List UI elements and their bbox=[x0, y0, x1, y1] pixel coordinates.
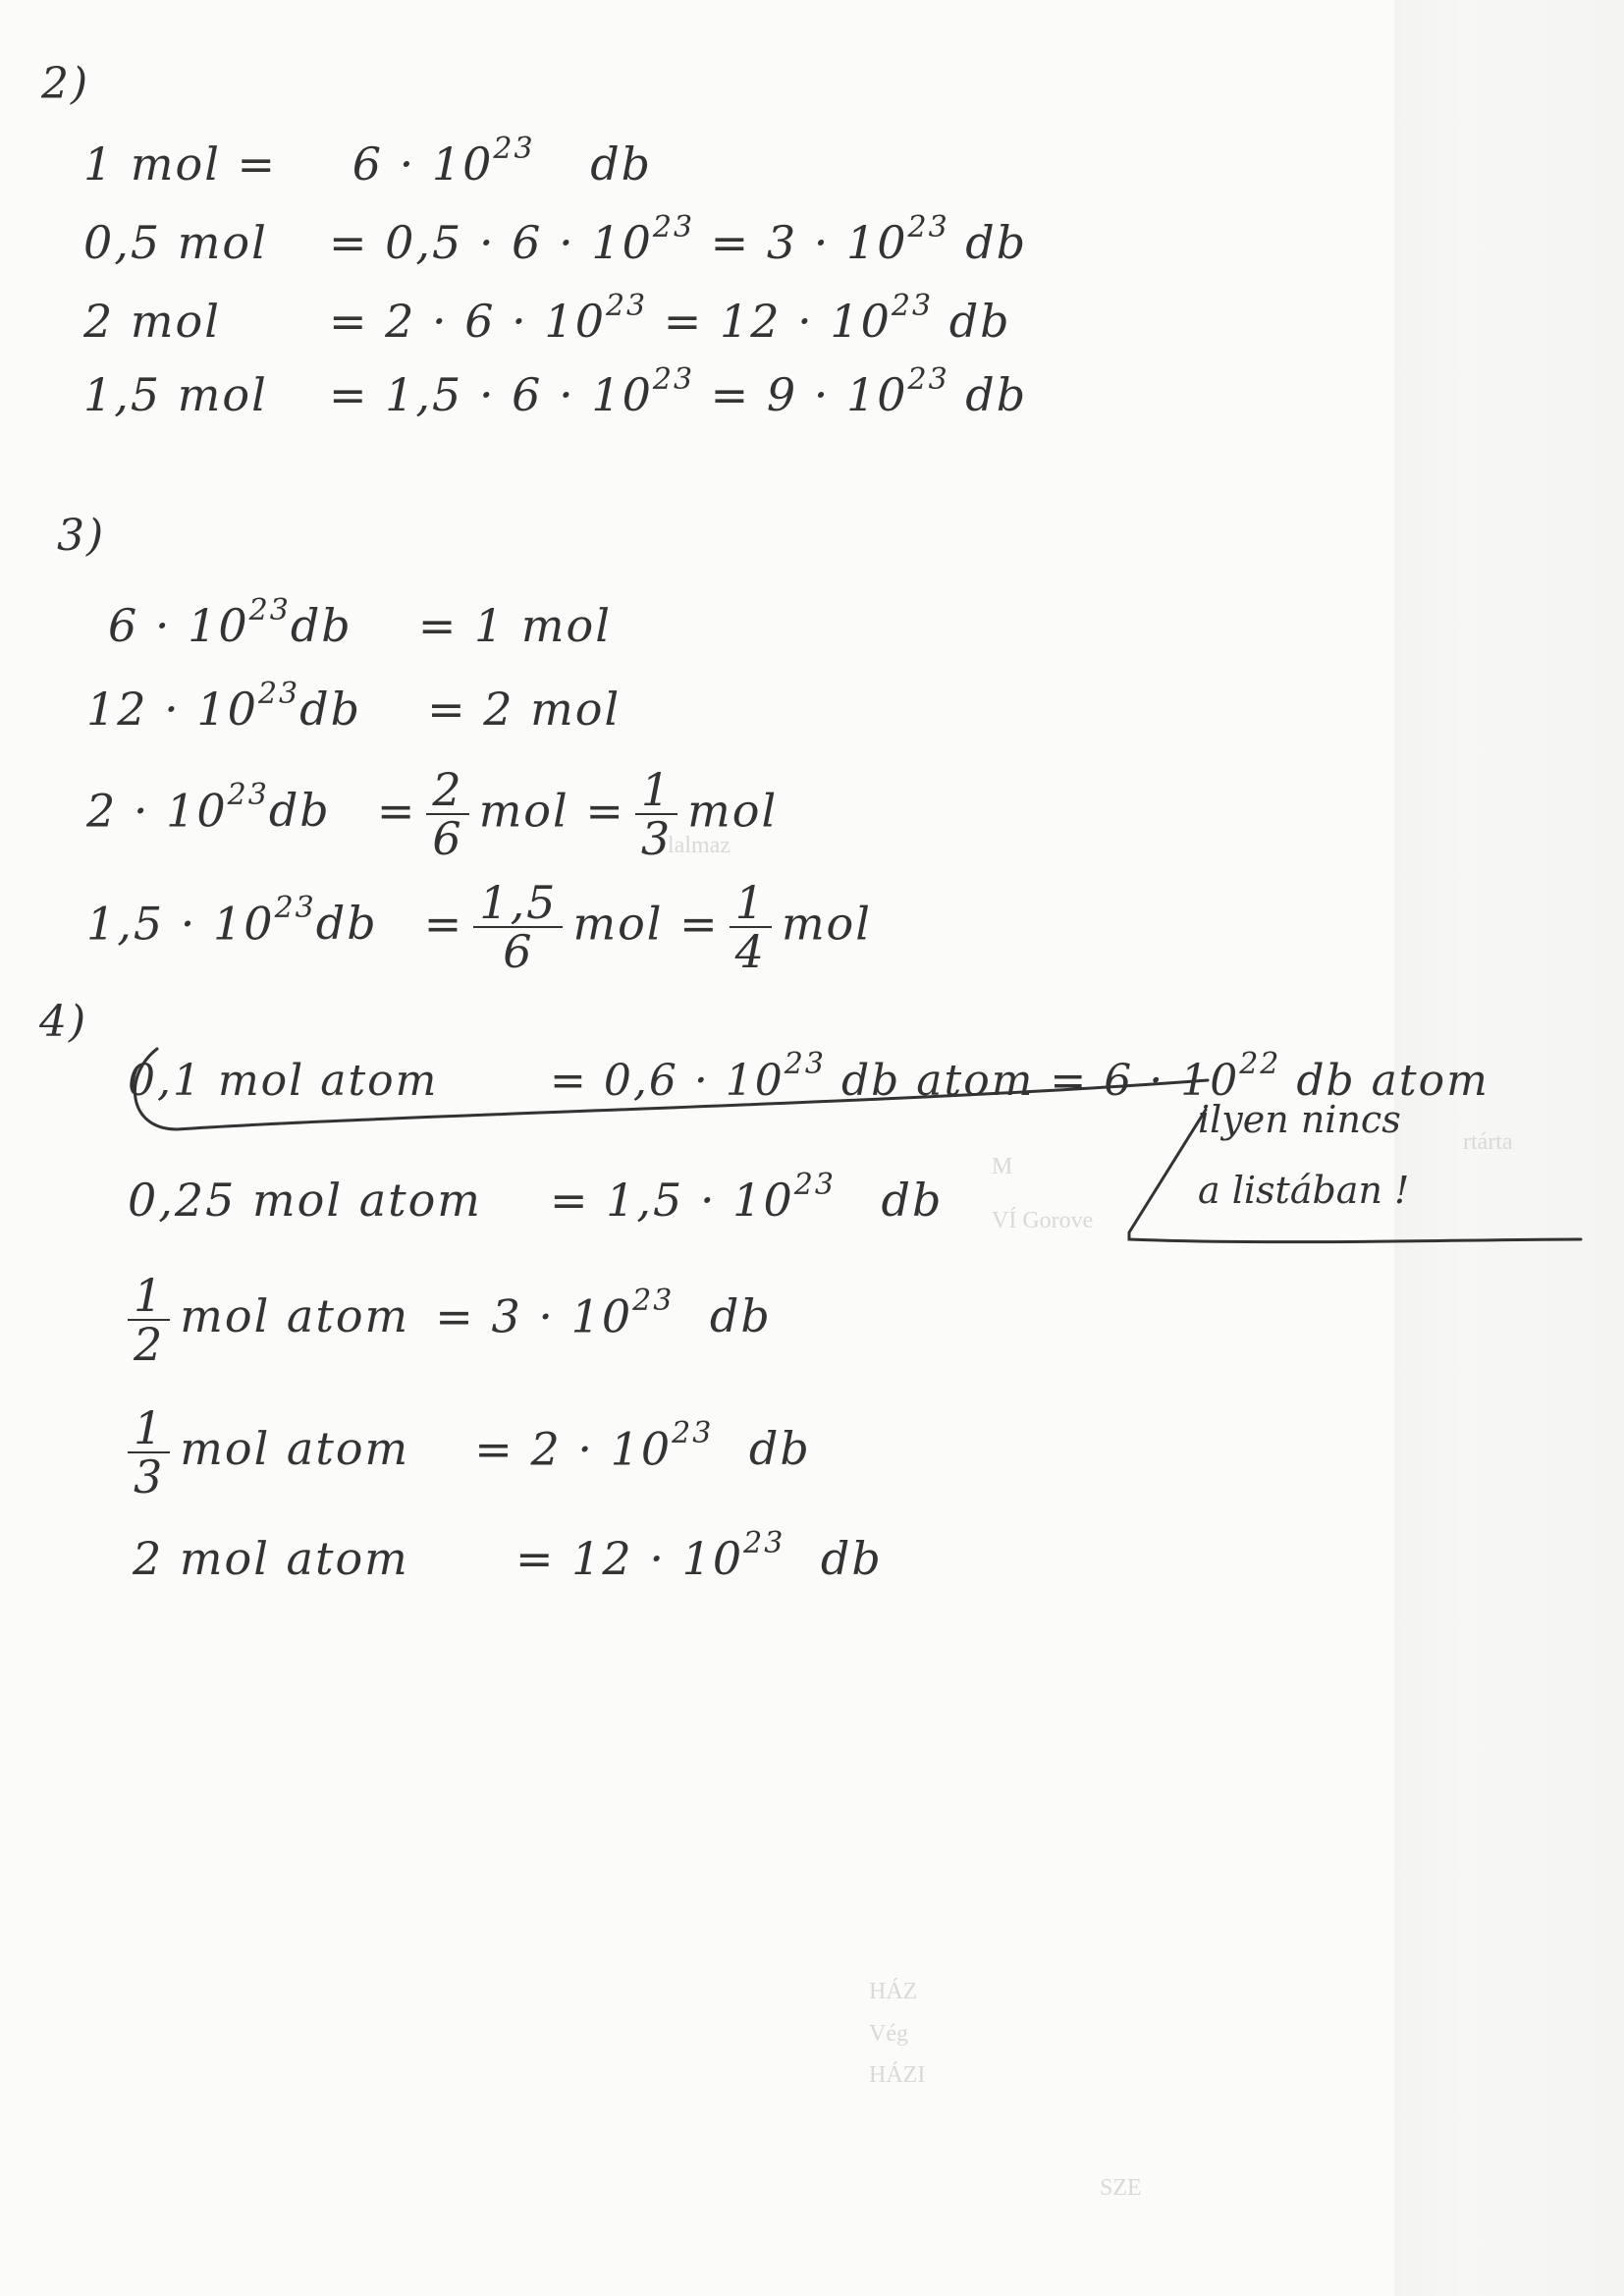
unit: db bbox=[290, 599, 352, 652]
unit: db bbox=[948, 216, 1028, 269]
exponent: 23 bbox=[652, 362, 695, 397]
equation-rhs: = 2 mol bbox=[427, 683, 622, 736]
unit: db bbox=[573, 137, 653, 191]
equation-lhs: 0,25 mol atom bbox=[128, 1174, 482, 1227]
exponent: 23 bbox=[605, 289, 648, 323]
equation-result: = 12 · 10 bbox=[647, 295, 892, 348]
fraction-denominator: 3 bbox=[640, 812, 673, 866]
unit: mol = bbox=[572, 897, 720, 951]
equation-lhs: 0,5 mol bbox=[83, 216, 268, 269]
fraction-numerator: 1 bbox=[128, 1272, 170, 1321]
section-label-3: 3) bbox=[57, 511, 106, 561]
equation-lhs: 12 · 10 bbox=[86, 683, 258, 736]
exponent: 23 bbox=[907, 362, 949, 397]
equation-lhs: 2 mol bbox=[83, 295, 221, 348]
margin-note-line: ilyen nincs bbox=[1198, 1098, 1401, 1141]
equation-rhs: = 2 · 10 bbox=[474, 1422, 673, 1476]
unit: mol bbox=[687, 784, 779, 838]
bleed-text: M bbox=[992, 1154, 1013, 1179]
equation-rhs: = 2 · 6 · 10 bbox=[329, 295, 606, 348]
equation-lhs: 2 · 10 bbox=[86, 784, 228, 838]
equation-lhs: 0,1 mol atom bbox=[128, 1056, 439, 1106]
section-label-4: 4) bbox=[39, 997, 88, 1047]
exponent: 23 bbox=[907, 210, 949, 245]
exponent: 23 bbox=[784, 1047, 826, 1081]
fraction-numerator: 2 bbox=[426, 766, 468, 815]
exponent: 23 bbox=[891, 289, 934, 323]
fraction-denominator: 4 bbox=[734, 925, 766, 979]
exponent: 23 bbox=[652, 210, 695, 245]
note-bracket bbox=[1129, 1110, 1581, 1242]
bleed-text: HÁZ bbox=[869, 1979, 918, 2004]
bleed-text: SZE bbox=[1100, 2175, 1142, 2201]
underline-loop bbox=[135, 1049, 1208, 1129]
bleed-text: VÍ Gorove bbox=[992, 1208, 1094, 1233]
equation-rhs: 6 · 10 bbox=[352, 137, 494, 191]
bleed-text: HÁZI bbox=[869, 2062, 926, 2088]
fraction-numerator: 1 bbox=[730, 879, 772, 928]
equation-result: db atom = 6 · 10 bbox=[825, 1056, 1240, 1106]
exponent: 23 bbox=[257, 677, 300, 711]
unit: db bbox=[804, 1532, 883, 1585]
equation-lhs: 6 · 10 bbox=[108, 599, 249, 652]
exponent: 23 bbox=[274, 891, 316, 926]
equation-result: = 3 · 10 bbox=[694, 216, 908, 269]
fraction-denominator: 6 bbox=[503, 925, 534, 979]
bleed-text: lalmaz bbox=[668, 833, 731, 858]
bleed-text: Vég bbox=[869, 2021, 908, 2047]
equation-lhs: mol atom bbox=[180, 1422, 410, 1476]
equation-rhs: = 1 mol bbox=[417, 599, 612, 652]
unit: mol = bbox=[478, 784, 625, 838]
equation-rhs: = 12 · 10 bbox=[515, 1532, 744, 1585]
exponent: 23 bbox=[793, 1168, 836, 1202]
exponent: 23 bbox=[227, 778, 269, 813]
equation-lhs: 1,5 · 10 bbox=[86, 897, 275, 951]
section-label-2: 2) bbox=[41, 59, 90, 109]
unit: db bbox=[315, 897, 378, 951]
equation-lhs: 2 mol atom bbox=[133, 1532, 409, 1585]
equation-rhs: = 0,5 · 6 · 10 bbox=[329, 216, 653, 269]
exponent: 22 bbox=[1239, 1047, 1281, 1081]
fraction-denominator: 3 bbox=[134, 1450, 165, 1504]
equals-sign: = bbox=[423, 897, 464, 951]
equation-result: = 9 · 10 bbox=[694, 368, 908, 421]
exponent: 23 bbox=[248, 593, 291, 628]
exponent: 23 bbox=[632, 1284, 675, 1319]
margin-note-line: a listában ! bbox=[1198, 1169, 1410, 1212]
unit: db atom bbox=[1280, 1056, 1489, 1106]
equation-lhs: mol atom bbox=[180, 1289, 410, 1343]
fraction-numerator: 1 bbox=[128, 1404, 170, 1453]
unit: mol bbox=[781, 897, 872, 951]
equals-sign: = bbox=[376, 784, 417, 838]
unit: db bbox=[864, 1174, 944, 1227]
equation-rhs: = 3 · 10 bbox=[435, 1289, 633, 1343]
unit: db bbox=[693, 1289, 772, 1343]
unit: db bbox=[948, 368, 1028, 421]
fraction-numerator: 1,5 bbox=[473, 879, 563, 928]
fraction-denominator: 2 bbox=[134, 1318, 165, 1372]
equation-lhs: 1,5 mol bbox=[83, 368, 268, 421]
fraction-numerator: 1 bbox=[635, 766, 677, 815]
fraction-denominator: 6 bbox=[432, 812, 463, 866]
equation-rhs: = 1,5 · 10 bbox=[550, 1174, 794, 1227]
unit: db bbox=[933, 295, 1011, 348]
bleed-text: rtárta bbox=[1463, 1129, 1513, 1155]
equation-rhs: = 0,6 · 10 bbox=[550, 1056, 785, 1106]
unit: db bbox=[732, 1422, 811, 1476]
equation-rhs: = 1,5 · 6 · 10 bbox=[329, 368, 653, 421]
unit: db bbox=[268, 784, 331, 838]
exponent: 23 bbox=[493, 132, 535, 166]
unit: db bbox=[299, 683, 362, 736]
exponent: 23 bbox=[672, 1416, 714, 1451]
equation-lhs: 1 mol = bbox=[83, 137, 278, 191]
exponent: 23 bbox=[743, 1526, 785, 1560]
